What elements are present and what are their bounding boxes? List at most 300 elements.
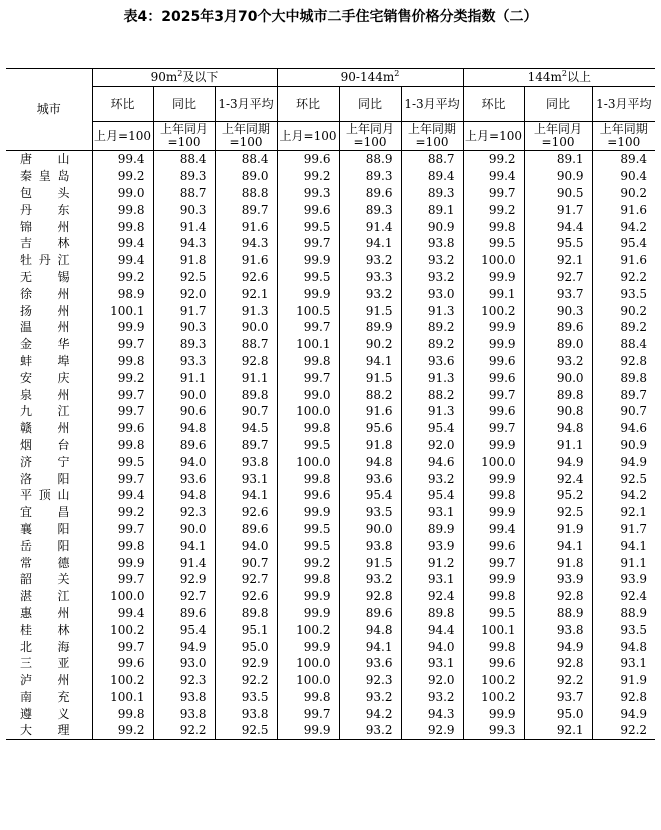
index-value: 92.8 [592,353,655,370]
city-name: 韶关 [6,571,92,588]
index-value: 99.7 [463,554,524,571]
index-value: 92.5 [153,269,215,286]
index-value: 89.1 [524,151,592,168]
index-value: 93.2 [401,689,463,706]
table-row [6,521,655,538]
base-avg-header: 上年同期=100 [592,122,655,151]
index-value: 91.7 [592,521,655,538]
index-value: 99.8 [277,689,339,706]
index-value: 90.8 [524,403,592,420]
index-value: 99.2 [92,722,153,739]
index-value: 94.8 [153,420,215,437]
index-value: 99.0 [277,386,339,403]
index-value: 99.7 [92,403,153,420]
base-yoy-header: 上年同月=100 [153,122,215,151]
index-value: 89.9 [339,319,401,336]
index-value: 92.0 [401,672,463,689]
index-value: 94.8 [339,621,401,638]
index-value: 99.8 [277,470,339,487]
index-value: 88.7 [215,336,277,353]
index-value: 100.0 [463,453,524,470]
index-value: 100.2 [463,302,524,319]
city-name: 秦皇岛 [6,168,92,185]
index-value: 99.6 [463,353,524,370]
city-name: 唐山 [6,151,92,168]
index-value: 99.9 [277,588,339,605]
index-value: 94.2 [339,705,401,722]
index-value: 92.6 [215,504,277,521]
table-row [6,571,655,588]
table-row [6,504,655,521]
index-value: 92.2 [215,672,277,689]
index-value: 92.0 [401,437,463,454]
index-value: 93.3 [339,269,401,286]
index-value: 93.2 [401,269,463,286]
index-value: 95.4 [401,487,463,504]
index-value: 99.7 [92,638,153,655]
index-value: 93.5 [592,621,655,638]
index-value: 88.9 [592,605,655,622]
index-value: 91.4 [339,218,401,235]
index-value: 94.8 [592,638,655,655]
index-value: 99.9 [277,252,339,269]
index-value: 93.1 [401,504,463,521]
index-value: 94.9 [524,638,592,655]
table-row [6,201,655,218]
index-value: 89.6 [153,605,215,622]
index-value: 91.6 [339,403,401,420]
table-row [6,386,655,403]
city-name: 常德 [6,554,92,571]
index-value: 88.4 [215,151,277,168]
index-value: 95.4 [592,235,655,252]
table-row [6,285,655,302]
index-value: 92.2 [592,722,655,739]
yoy-header: 同比 [339,87,401,122]
index-value: 93.2 [524,353,592,370]
index-value: 90.3 [153,319,215,336]
index-value: 93.1 [215,470,277,487]
mom-header: 环比 [277,87,339,122]
city-name: 南充 [6,689,92,706]
index-value: 91.4 [153,218,215,235]
index-value: 93.8 [215,705,277,722]
index-value: 99.5 [277,269,339,286]
index-value: 99.8 [463,218,524,235]
city-name: 徐州 [6,285,92,302]
index-value: 89.0 [524,336,592,353]
index-value: 99.4 [92,252,153,269]
index-value: 99.3 [277,185,339,202]
index-value: 92.8 [524,655,592,672]
index-value: 99.2 [92,269,153,286]
index-value: 89.1 [401,201,463,218]
index-value: 99.7 [277,705,339,722]
city-name: 泉州 [6,386,92,403]
index-value: 99.8 [463,588,524,605]
index-value: 91.6 [592,201,655,218]
index-value: 100.2 [277,621,339,638]
index-value: 89.6 [524,319,592,336]
index-value: 92.0 [153,285,215,302]
index-value: 99.8 [463,638,524,655]
index-value: 92.5 [215,722,277,739]
index-value: 91.5 [339,369,401,386]
index-value: 92.9 [401,722,463,739]
index-value: 93.5 [592,285,655,302]
index-value: 99.6 [463,369,524,386]
index-value: 89.3 [153,336,215,353]
index-value: 99.7 [92,336,153,353]
index-value: 99.5 [463,605,524,622]
table-row [6,437,655,454]
index-value: 94.2 [592,487,655,504]
index-value: 99.9 [463,269,524,286]
city-name: 遵义 [6,705,92,722]
index-value: 92.1 [215,285,277,302]
index-value: 94.1 [592,537,655,554]
index-value: 89.4 [401,168,463,185]
index-value: 93.1 [592,655,655,672]
index-value: 95.1 [215,621,277,638]
index-value: 94.3 [215,235,277,252]
index-value: 100.5 [277,302,339,319]
index-value: 99.9 [463,705,524,722]
index-value: 99.8 [463,487,524,504]
index-value: 99.4 [92,605,153,622]
index-value: 95.0 [524,705,592,722]
index-value: 94.1 [215,487,277,504]
index-value: 99.8 [92,201,153,218]
index-value: 100.1 [92,689,153,706]
index-value: 99.7 [463,185,524,202]
index-value: 92.4 [592,588,655,605]
index-value: 90.7 [215,554,277,571]
index-value: 93.2 [339,722,401,739]
index-value: 93.2 [339,252,401,269]
index-value: 90.2 [592,302,655,319]
index-value: 90.3 [524,302,592,319]
table-row [6,655,655,672]
index-value: 93.2 [339,571,401,588]
index-value: 94.1 [339,638,401,655]
base-mom-header: 上月=100 [463,122,524,151]
index-value: 92.5 [592,470,655,487]
index-value: 90.7 [592,403,655,420]
index-value: 91.1 [215,369,277,386]
city-name: 扬州 [6,302,92,319]
table-row [6,336,655,353]
index-value: 99.5 [92,453,153,470]
table-row [6,722,655,739]
index-value: 88.4 [592,336,655,353]
table-row [6,470,655,487]
index-value: 94.8 [524,420,592,437]
index-value: 94.9 [592,453,655,470]
index-value: 89.7 [215,201,277,218]
city-name: 惠州 [6,605,92,622]
index-value: 92.9 [153,571,215,588]
index-value: 90.6 [153,403,215,420]
index-value: 93.6 [339,655,401,672]
index-value: 99.2 [277,554,339,571]
index-value: 91.7 [153,302,215,319]
index-value: 89.8 [401,605,463,622]
index-value: 95.4 [339,487,401,504]
index-value: 89.8 [592,369,655,386]
index-value: 91.6 [592,252,655,269]
city-name: 安庆 [6,369,92,386]
index-value: 95.5 [524,235,592,252]
index-value: 99.9 [277,605,339,622]
index-value: 99.7 [92,386,153,403]
table-row [6,403,655,420]
index-value: 99.8 [92,705,153,722]
index-value: 99.9 [463,336,524,353]
base-yoy-header: 上年同月=100 [339,122,401,151]
index-value: 99.7 [463,386,524,403]
index-value: 99.7 [463,420,524,437]
index-value: 92.7 [524,269,592,286]
index-value: 90.0 [339,521,401,538]
index-value: 91.8 [339,437,401,454]
index-value: 94.0 [401,638,463,655]
index-value: 89.8 [215,386,277,403]
index-value: 95.4 [153,621,215,638]
index-value: 94.8 [153,487,215,504]
city-name: 三亚 [6,655,92,672]
index-value: 94.0 [153,453,215,470]
city-column-header: 城市 [6,69,92,151]
index-value: 91.4 [153,554,215,571]
index-value: 93.5 [215,689,277,706]
index-value: 89.6 [215,521,277,538]
index-value: 100.1 [463,621,524,638]
index-value: 91.3 [401,369,463,386]
index-value: 92.8 [339,588,401,605]
city-name: 岳阳 [6,537,92,554]
index-value: 99.7 [277,235,339,252]
city-name: 温州 [6,319,92,336]
index-value: 89.8 [215,605,277,622]
index-value: 93.8 [401,235,463,252]
index-value: 99.9 [277,638,339,655]
index-value: 99.2 [463,151,524,168]
index-value: 100.0 [277,403,339,420]
index-value: 93.3 [153,353,215,370]
index-value: 99.1 [463,285,524,302]
index-value: 89.3 [339,168,401,185]
index-value: 89.3 [401,185,463,202]
index-value: 99.8 [277,353,339,370]
index-value: 99.9 [463,504,524,521]
city-name: 烟台 [6,437,92,454]
index-value: 94.8 [339,453,401,470]
table-row [6,672,655,689]
index-value: 93.8 [339,537,401,554]
index-value: 92.2 [592,269,655,286]
index-value: 99.9 [277,722,339,739]
index-value: 88.7 [401,151,463,168]
index-value: 89.6 [339,185,401,202]
base-avg-header: 上年同期=100 [215,122,277,151]
index-value: 93.7 [524,285,592,302]
index-value: 99.9 [463,437,524,454]
index-value: 99.8 [277,420,339,437]
index-value: 89.2 [401,336,463,353]
index-value: 99.0 [92,185,153,202]
city-name: 北海 [6,638,92,655]
index-value: 89.7 [215,437,277,454]
table-body [6,151,655,740]
index-value: 99.6 [463,537,524,554]
index-value: 95.6 [339,420,401,437]
index-value: 91.3 [401,403,463,420]
index-value: 99.7 [277,369,339,386]
index-value: 99.2 [92,504,153,521]
index-value: 91.8 [524,554,592,571]
table-header [6,69,655,151]
page-title: 表4：2025年3月70个大中城市二手住宅销售价格分类指数（二） [123,9,538,25]
index-value: 99.2 [92,168,153,185]
index-value: 99.5 [277,218,339,235]
index-value: 90.2 [339,336,401,353]
index-value: 90.0 [524,369,592,386]
table-row [6,302,655,319]
index-value: 93.5 [339,504,401,521]
index-value: 99.5 [277,537,339,554]
index-value: 93.0 [153,655,215,672]
index-value: 99.2 [92,369,153,386]
mom-header: 环比 [463,87,524,122]
index-value: 88.4 [153,151,215,168]
table-row [6,621,655,638]
index-value: 100.2 [463,672,524,689]
index-value: 88.9 [339,151,401,168]
index-value: 99.9 [463,319,524,336]
table-row [6,605,655,622]
index-value: 99.6 [463,403,524,420]
group-header-small: $90m^2$及以下 [92,69,277,87]
index-value: 92.2 [153,722,215,739]
index-value: 94.6 [592,420,655,437]
index-value: 93.9 [524,571,592,588]
table-row [6,638,655,655]
city-name: 赣州 [6,420,92,437]
index-value: 92.3 [153,672,215,689]
index-value: 93.2 [339,285,401,302]
index-value: 94.1 [339,235,401,252]
base-mom-header: 上月=100 [277,122,339,151]
index-value: 99.4 [92,487,153,504]
price-index-table [6,68,655,740]
index-value: 99.9 [277,285,339,302]
index-value: 100.2 [463,689,524,706]
index-value: 100.0 [92,588,153,605]
index-value: 95.4 [401,420,463,437]
index-value: 99.4 [463,168,524,185]
index-value: 90.5 [524,185,592,202]
index-value: 94.3 [153,235,215,252]
index-value: 92.1 [524,252,592,269]
index-value: 99.9 [277,504,339,521]
index-value: 89.7 [592,386,655,403]
index-value: 100.0 [463,252,524,269]
index-value: 100.0 [277,672,339,689]
index-value: 99.4 [463,521,524,538]
yoy-header: 同比 [153,87,215,122]
index-value: 99.7 [92,521,153,538]
index-value: 99.8 [92,353,153,370]
index-value: 88.9 [524,605,592,622]
index-value: 92.3 [153,504,215,521]
index-value: 94.3 [401,705,463,722]
index-value: 99.4 [92,235,153,252]
index-value: 99.9 [92,554,153,571]
index-value: 88.2 [401,386,463,403]
index-value: 90.2 [592,185,655,202]
index-value: 93.2 [401,470,463,487]
index-value: 94.0 [215,537,277,554]
base-yoy-header: 上年同月=100 [524,122,592,151]
index-value: 93.9 [592,571,655,588]
index-value: 93.2 [401,252,463,269]
index-value: 99.9 [463,571,524,588]
index-value: 91.9 [592,672,655,689]
index-value: 99.5 [277,521,339,538]
base-avg-header: 上年同期=100 [401,122,463,151]
index-value: 92.3 [339,672,401,689]
avg-header: 1-3月平均 [215,87,277,122]
index-value: 99.5 [463,235,524,252]
index-value: 99.4 [92,151,153,168]
avg-header: 1-3月平均 [401,87,463,122]
index-value: 100.0 [277,655,339,672]
index-value: 90.9 [592,437,655,454]
index-value: 99.2 [277,168,339,185]
index-value: 99.9 [92,319,153,336]
index-value: 89.3 [153,168,215,185]
index-value: 93.6 [339,470,401,487]
yoy-header: 同比 [524,87,592,122]
index-value: 93.1 [401,655,463,672]
index-value: 90.0 [153,386,215,403]
index-value: 94.4 [524,218,592,235]
index-value: 91.1 [592,554,655,571]
index-value: 95.2 [524,487,592,504]
index-value: 99.7 [92,470,153,487]
table-row [6,369,655,386]
index-value: 94.5 [215,420,277,437]
index-value: 99.8 [92,218,153,235]
table-row [6,235,655,252]
index-value: 91.6 [215,252,277,269]
city-name: 锦州 [6,218,92,235]
index-value: 90.9 [401,218,463,235]
index-value: 93.6 [153,470,215,487]
index-value: 99.7 [92,571,153,588]
index-value: 89.6 [339,605,401,622]
index-value: 100.2 [92,621,153,638]
index-value: 100.1 [92,302,153,319]
table-row [6,453,655,470]
index-value: 94.4 [401,621,463,638]
index-value: 89.0 [215,168,277,185]
index-value: 91.9 [524,521,592,538]
index-value: 99.5 [277,437,339,454]
index-value: 90.3 [153,201,215,218]
city-name: 无锡 [6,269,92,286]
